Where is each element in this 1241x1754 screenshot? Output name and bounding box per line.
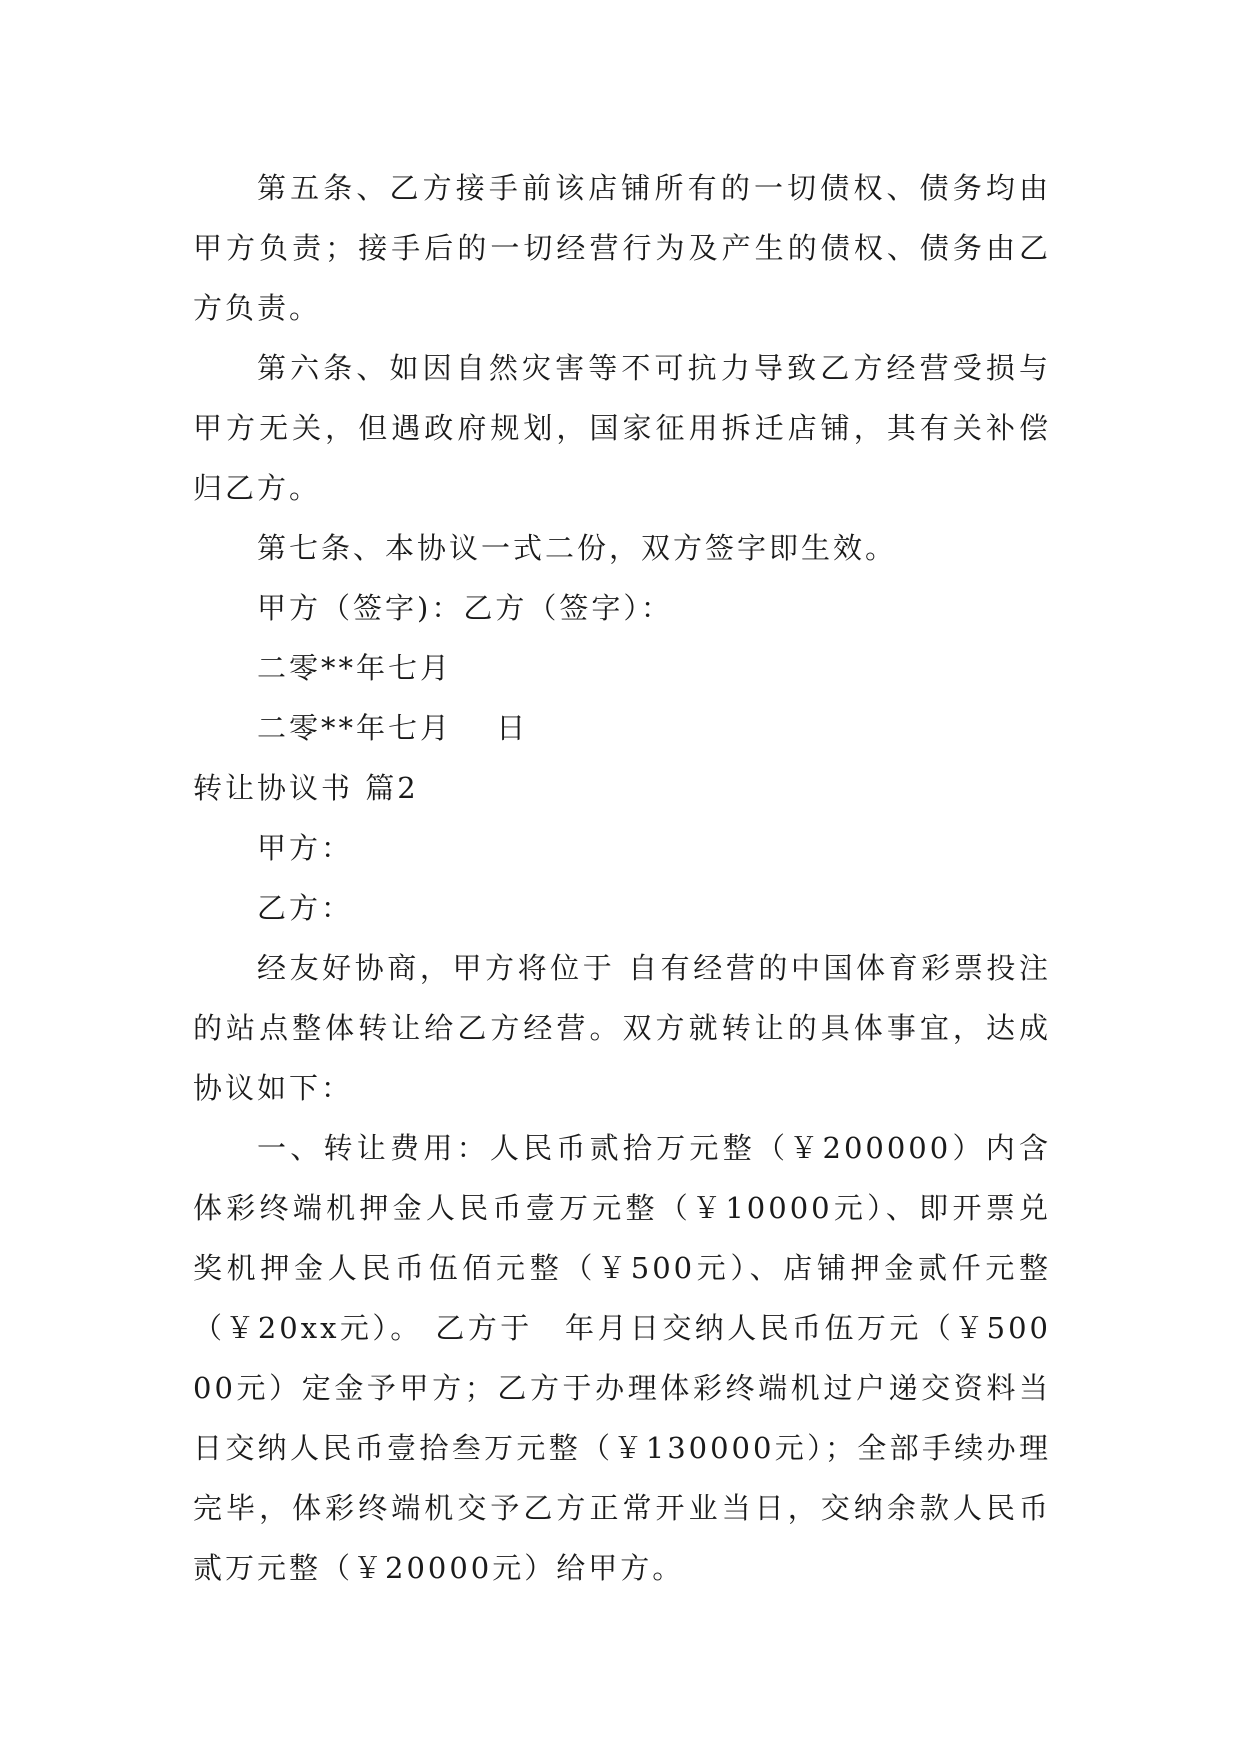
signature-line: 甲方（签字)：乙方（签字）： — [257, 591, 673, 625]
date-line-2: 二零**年七月 日 — [257, 711, 529, 745]
article-6-paragraph: 第六条、如因自然灾害等不可抗力导致乙方经营受损与甲方无关，但遇政府规划，国家征用拆迁店铺，其有关补偿归乙方。 — [193, 351, 1051, 505]
section-title: 转让协议书 篇2 — [193, 771, 419, 805]
party-b-line: 乙方： — [257, 891, 354, 925]
article-7-paragraph: 第七条、本协议一式二份，双方签字即生效。 — [257, 531, 898, 565]
document-body — [193, 158, 1051, 1598]
party-a-line: 甲方： — [257, 831, 354, 865]
transfer-fee-paragraph: 一、转让费用：人民币贰拾万元整（￥200000）内含体彩终端机押金人民币壹万元整（￥10000元）、即开票兑奖机押金人民币伍佰元整（￥500元）、店铺押金贰仟元整（￥20xx元）。 乙方于 年月日交纳人民币伍万元（￥50000元）定金予甲方；乙方于办理体彩终端机过户递交资料当日交纳人民币壹拾叁万元整（￥130000元）；全部手续办理完毕，体彩终端机交予乙方正常开业当日，交纳余款人民币贰万元整（￥20000元）给甲方。 — [193, 1131, 1051, 1585]
intro-paragraph: 经友好协商，甲方将位于 自有经营的中国体育彩票投注的站点整体转让给乙方经营。双方就转让的具体事宜，达成协议如下： — [193, 951, 1051, 1105]
article-5-paragraph: 第五条、乙方接手前该店铺所有的一切债权、债务均由甲方负责；接手后的一切经营行为及产生的债权、债务由乙方负责。 — [193, 171, 1051, 325]
date-line-1: 二零**年七月 — [257, 651, 453, 685]
